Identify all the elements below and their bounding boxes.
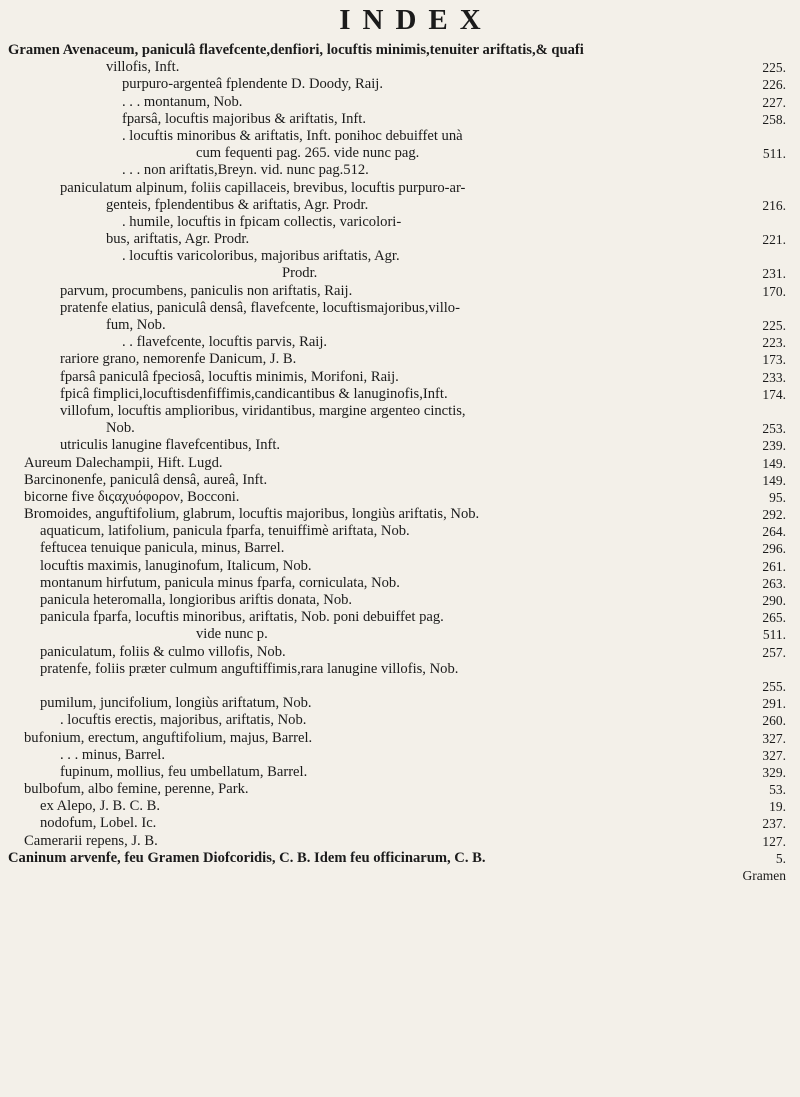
entry-page-number: 329. [762,764,786,780]
entry-text: nodofum, Lobel. Ic. [40,815,157,832]
entry-text: Camerarii repens, J. B. [24,832,158,849]
entry-text: panicula heteromalla, longioribus ariftis donata, Nob. [40,592,353,608]
index-entry [6,369,786,386]
entry-page-number: 174. [762,386,786,402]
entry-page-number: 511. [762,146,786,162]
entry-page-number: 170. [762,283,786,299]
entry-text: Barcinonenfe, paniculâ densâ, aureâ, Inft. [24,471,268,488]
index-entry [6,764,786,781]
index-entry [6,231,786,248]
entry-text: Prodr. [282,265,318,282]
index-entry [6,94,786,111]
entry-text: locuftis maximis, lanuginofum, Italicum, Nob. [40,557,312,574]
entry-page-number: 173. [762,352,786,368]
index-entries [6,42,786,884]
entry-text: . locuftis varicoloribus, majoribus ariftatis, Agr. [122,248,400,265]
page-title: INDEX [339,4,493,36]
index-entry [6,437,786,454]
entry-text: paniculatum alpinum, foliis capillaceis, brevibus, locuftis purpuro-ar- [60,179,466,196]
index-entry [6,455,786,472]
entry-page-number: 95. [769,489,786,505]
entry-text: villofum, locuftis amplioribus, viridantibus, margine argenteo cinctis, [60,402,466,419]
index-entry [6,403,786,420]
entry-page-number: 5. [775,850,786,866]
entry-page-number: 127. [762,833,786,849]
index-entry [6,644,786,661]
entry-page-number: 265. [762,610,786,626]
index-entry [6,248,786,265]
entry-text: pratenfe, foliis præter culmum anguftiffimis,rara lanugine villofis, Nob. [40,660,459,677]
entry-text: rariore grano, nemorenfe Danicum, J. B. [60,351,297,368]
entry-page-number: 149. [762,455,786,471]
entry-text: bufonium, erectum, anguftifolium, majus, Barrel. [24,729,313,746]
index-entry [6,317,786,334]
entry-page-number: 237. [762,816,786,832]
index-entry [6,781,786,798]
index-entry [6,42,786,59]
entry-page-number: 261. [762,558,786,574]
entry-text: Caninum arvenfe, feu Gramen Diofcoridis, C. B. Idem feu officinarum, C. B. [8,849,486,866]
index-entry [6,334,786,351]
index-entry [6,712,786,729]
index-entry [6,695,786,712]
entry-page-number: Gramen [742,868,786,883]
entry-page-number: 231. [762,266,786,282]
entry-text: fparsâ, locuftis majoribus & ariftatis, Inft. [122,110,366,127]
index-entry [6,626,786,643]
entry-text: fpicâ fimplici,locuftisdenfiffimis,candicantibus & lanuginofis,Inft. [60,385,448,402]
index-entry [6,592,786,609]
entry-page-number: 53. [769,782,786,798]
index-entry [6,145,786,162]
entry-page-number: 296. [762,541,786,557]
index-entry [6,747,786,764]
entry-page-number: 511. [762,627,786,643]
entry-text: utriculis lanugine flavefcentibus, Inft. [60,437,281,454]
entry-text: bicorne five διςαχυόφορον, Bocconi. [24,488,240,505]
entry-text: . . . minus, Barrel. [60,746,165,763]
entry-page-number: 264. [762,524,786,540]
entry-text: purpuro-argenteâ fplendente D. Doody, Raij. [122,76,383,93]
entry-text: Gramen Avenaceum, paniculâ flavefcente,denfiori, locuftis minimis,tenuiter ariftatis,& quafi [8,42,584,58]
entry-page-number: 257. [762,644,786,660]
entry-text: . humile, locuftis in fpicam collectis, varicolori- [122,213,402,230]
entry-page-number: 290. [762,593,786,608]
index-entry [6,609,786,626]
index-entry [6,472,786,489]
index-entry [6,575,786,592]
entry-text: pratenfe elatius, paniculâ densâ, flavefcente, locuftismajoribus,villo- [60,299,460,316]
entry-text: Aureum Dalechampii, Hift. Lugd. [24,454,223,471]
entry-page-number: 216. [762,197,786,213]
entry-text: genteis, fplendentibus & ariftatis, Agr. Prodr. [106,196,369,213]
entry-text: Nob. [106,420,135,437]
entry-text: bulbofum, albo femine, perenne, Park. [24,781,249,798]
entry-page-number: 226. [762,77,786,93]
index-entry [6,506,786,523]
index-entry [6,300,786,317]
entry-page-number: 19. [769,799,786,815]
entry-page-number: 221. [762,232,786,248]
index-entry [6,730,786,747]
index-entry [6,850,786,867]
entry-text: cum fequenti pag. 265. vide nunc pag. [196,145,420,162]
index-entry [6,678,786,695]
index-entry [6,351,786,368]
entry-text: vide nunc p. [196,626,268,643]
index-entry [6,386,786,403]
entry-page-number: 223. [762,335,786,351]
entry-text: villofis, Inft. [106,59,180,76]
entry-page-number: 260. [762,713,786,729]
index-entry [6,59,786,76]
index-entry [6,283,786,300]
index-entry [6,162,786,179]
entry-text: montanum hirfutum, panicula minus fparfa, corniculata, Nob. [40,574,400,591]
entry-text: . . flavefcente, locuftis parvis, Raij. [122,334,328,351]
index-entry [6,197,786,214]
index-entry [6,833,786,850]
entry-text: paniculatum, foliis & culmo villofis, Nob. [40,643,286,660]
index-entry [6,76,786,93]
entry-text: . locuftis minoribus & ariftatis, Inft. ponihoc debuiffet unà [122,127,463,144]
entry-page-number: 258. [762,111,786,127]
index-entry [6,798,786,815]
entry-text: feftucea tenuique panicula, minus, Barrel. [40,540,285,557]
index-entry [6,661,786,678]
entry-text: fupinum, mollius, feu umbellatum, Barrel. [60,763,308,780]
index-entry [6,489,786,506]
index-entry [6,558,786,575]
entry-text: bus, ariftatis, Agr. Prodr. [106,231,250,248]
entry-text: fum, Nob. [106,317,166,333]
entry-page-number: 263. [762,575,786,591]
entry-page-number: 292. [762,507,786,523]
entry-text: aquaticum, latifolium, panicula fparfa, tenuiffimè ariftata, Nob. [40,523,410,540]
index-entry [6,420,786,437]
entry-page-number: 239. [762,438,786,454]
entry-page-number: 149. [762,472,786,488]
entry-page-number: 327. [762,730,786,746]
entry-page-number: 253. [762,421,786,437]
entry-page-number: 327. [762,747,786,763]
index-entry [6,265,786,282]
entry-page-number: 225. [762,60,786,76]
entry-text: ex Alepo, J. B. C. B. [40,798,160,815]
index-entry [6,867,786,884]
entry-page-number: 255. [762,678,786,694]
index-entry [6,523,786,540]
entry-page-number: 291. [762,696,786,712]
entry-text: fparsâ paniculâ fpeciosâ, locuftis minimis, Morifoni, Raij. [60,368,399,385]
index-entry [6,214,786,231]
entry-text: pumilum, juncifolium, longiùs ariftatum, Nob. [40,695,312,712]
entry-page-number: 233. [762,369,786,385]
index-entry [6,111,786,128]
entry-text: parvum, procumbens, paniculis non ariftatis, Raij. [60,282,353,299]
entry-text: . . . montanum, Nob. [122,93,243,110]
entry-text: . locuftis erectis, majoribus, ariftatis, Nob. [60,712,307,729]
index-entry [6,540,786,557]
index-entry [6,180,786,197]
entry-text: panicula fparfa, locuftis minoribus, ariftatis, Nob. poni debuiffet pag. [40,609,444,626]
entry-text: Bromoides, anguftifolium, glabrum, locuftis majoribus, longiùs ariftatis, Nob. [24,506,480,523]
index-entry [6,128,786,145]
index-entry [6,815,786,832]
entry-page-number: 225. [762,318,786,333]
entry-page-number: 227. [762,94,786,110]
entry-text: . . . non ariftatis,Breyn. vid. nunc pag.512. [122,162,369,179]
